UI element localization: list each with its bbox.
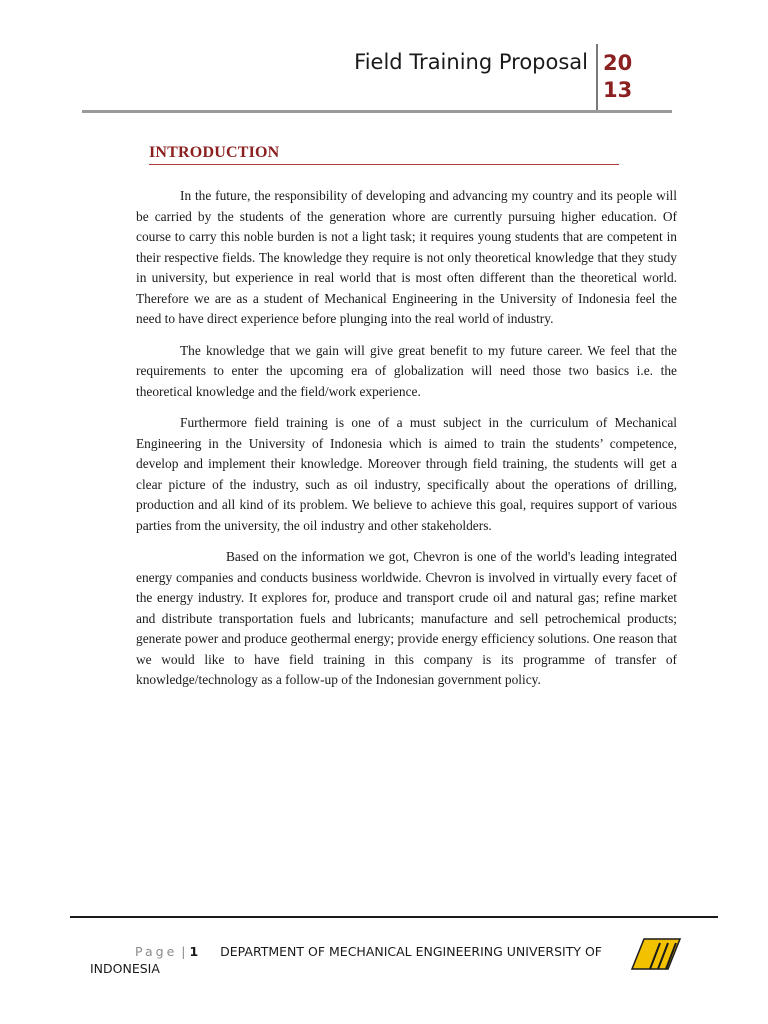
document-year: 2013 (603, 51, 633, 102)
paragraph: The knowledge that we gain will give great benefit to my future career. We feel that the requirements to enter the upcoming era of globalization will need those two basics i.e. the theoretical knowledge and the field/work experience. (136, 342, 677, 399)
header-divider (596, 44, 598, 112)
page-separator: | (181, 944, 186, 959)
paragraph: Furthermore field training is one of a must subject in the curriculum of Mechanical Engineering in the University of Indonesia which is aimed to train the students’ competence, develop and implement their knowledge. Moreover through field training, the students will get a clear picture of the industry, such as oil industry, specifically about the operations of drilling, production and all kind of its problem. We believe to achieve this goal, requires support of various parties from the university, the oil industry and other stakeholders. (136, 415, 677, 533)
paragraph: Based on the information we got, Chevron is one of the world's leading integrated energy companies and conducts business worldwide. Chevron is involved in virtually every facet of the energy industry. It explores for, produce and transport crude oil and natural gas; refine market and distribute transportation fuels and lubricants; manufacture and sell petrochemical products; generate power and produce geothermal energy; provide energy efficiency solutions. One reason that we would like to have field training in this company is its programme of transfer of knowledge/technology as a follow-up of the Indonesian government policy. (136, 549, 678, 687)
document-title: Field Training Proposal (354, 50, 588, 74)
heading-underline (149, 164, 619, 165)
department-name: DEPARTMENT OF MECHANICAL ENGINEERING UNIVERSITY OF INDONESIA (90, 944, 602, 976)
paragraph: In the future, the responsibility of developing and advancing my country and its people will be carried by the students of the generation whore are currently pursuing higher education. Of course to carry this noble burden is not a light task; it requires young students that are competent in their respective fields. The knowledge they require is not only theoretical knowledge that they study in university, but experience in real world that is most often different than the theoretical world. Therefore we are as a student of Mechanical Engineering in the University of Indonesia feel the need to have direct experience before plunging into the real world of industry. (136, 188, 677, 326)
page-footer (90, 943, 650, 977)
section-heading: INTRODUCTION (149, 144, 280, 161)
footer-rule (70, 916, 718, 918)
page-number: 1 (189, 944, 199, 959)
page-label: Page (135, 944, 178, 959)
header-rule (82, 110, 672, 113)
document-body (136, 186, 677, 702)
university-logo-icon (630, 937, 682, 971)
